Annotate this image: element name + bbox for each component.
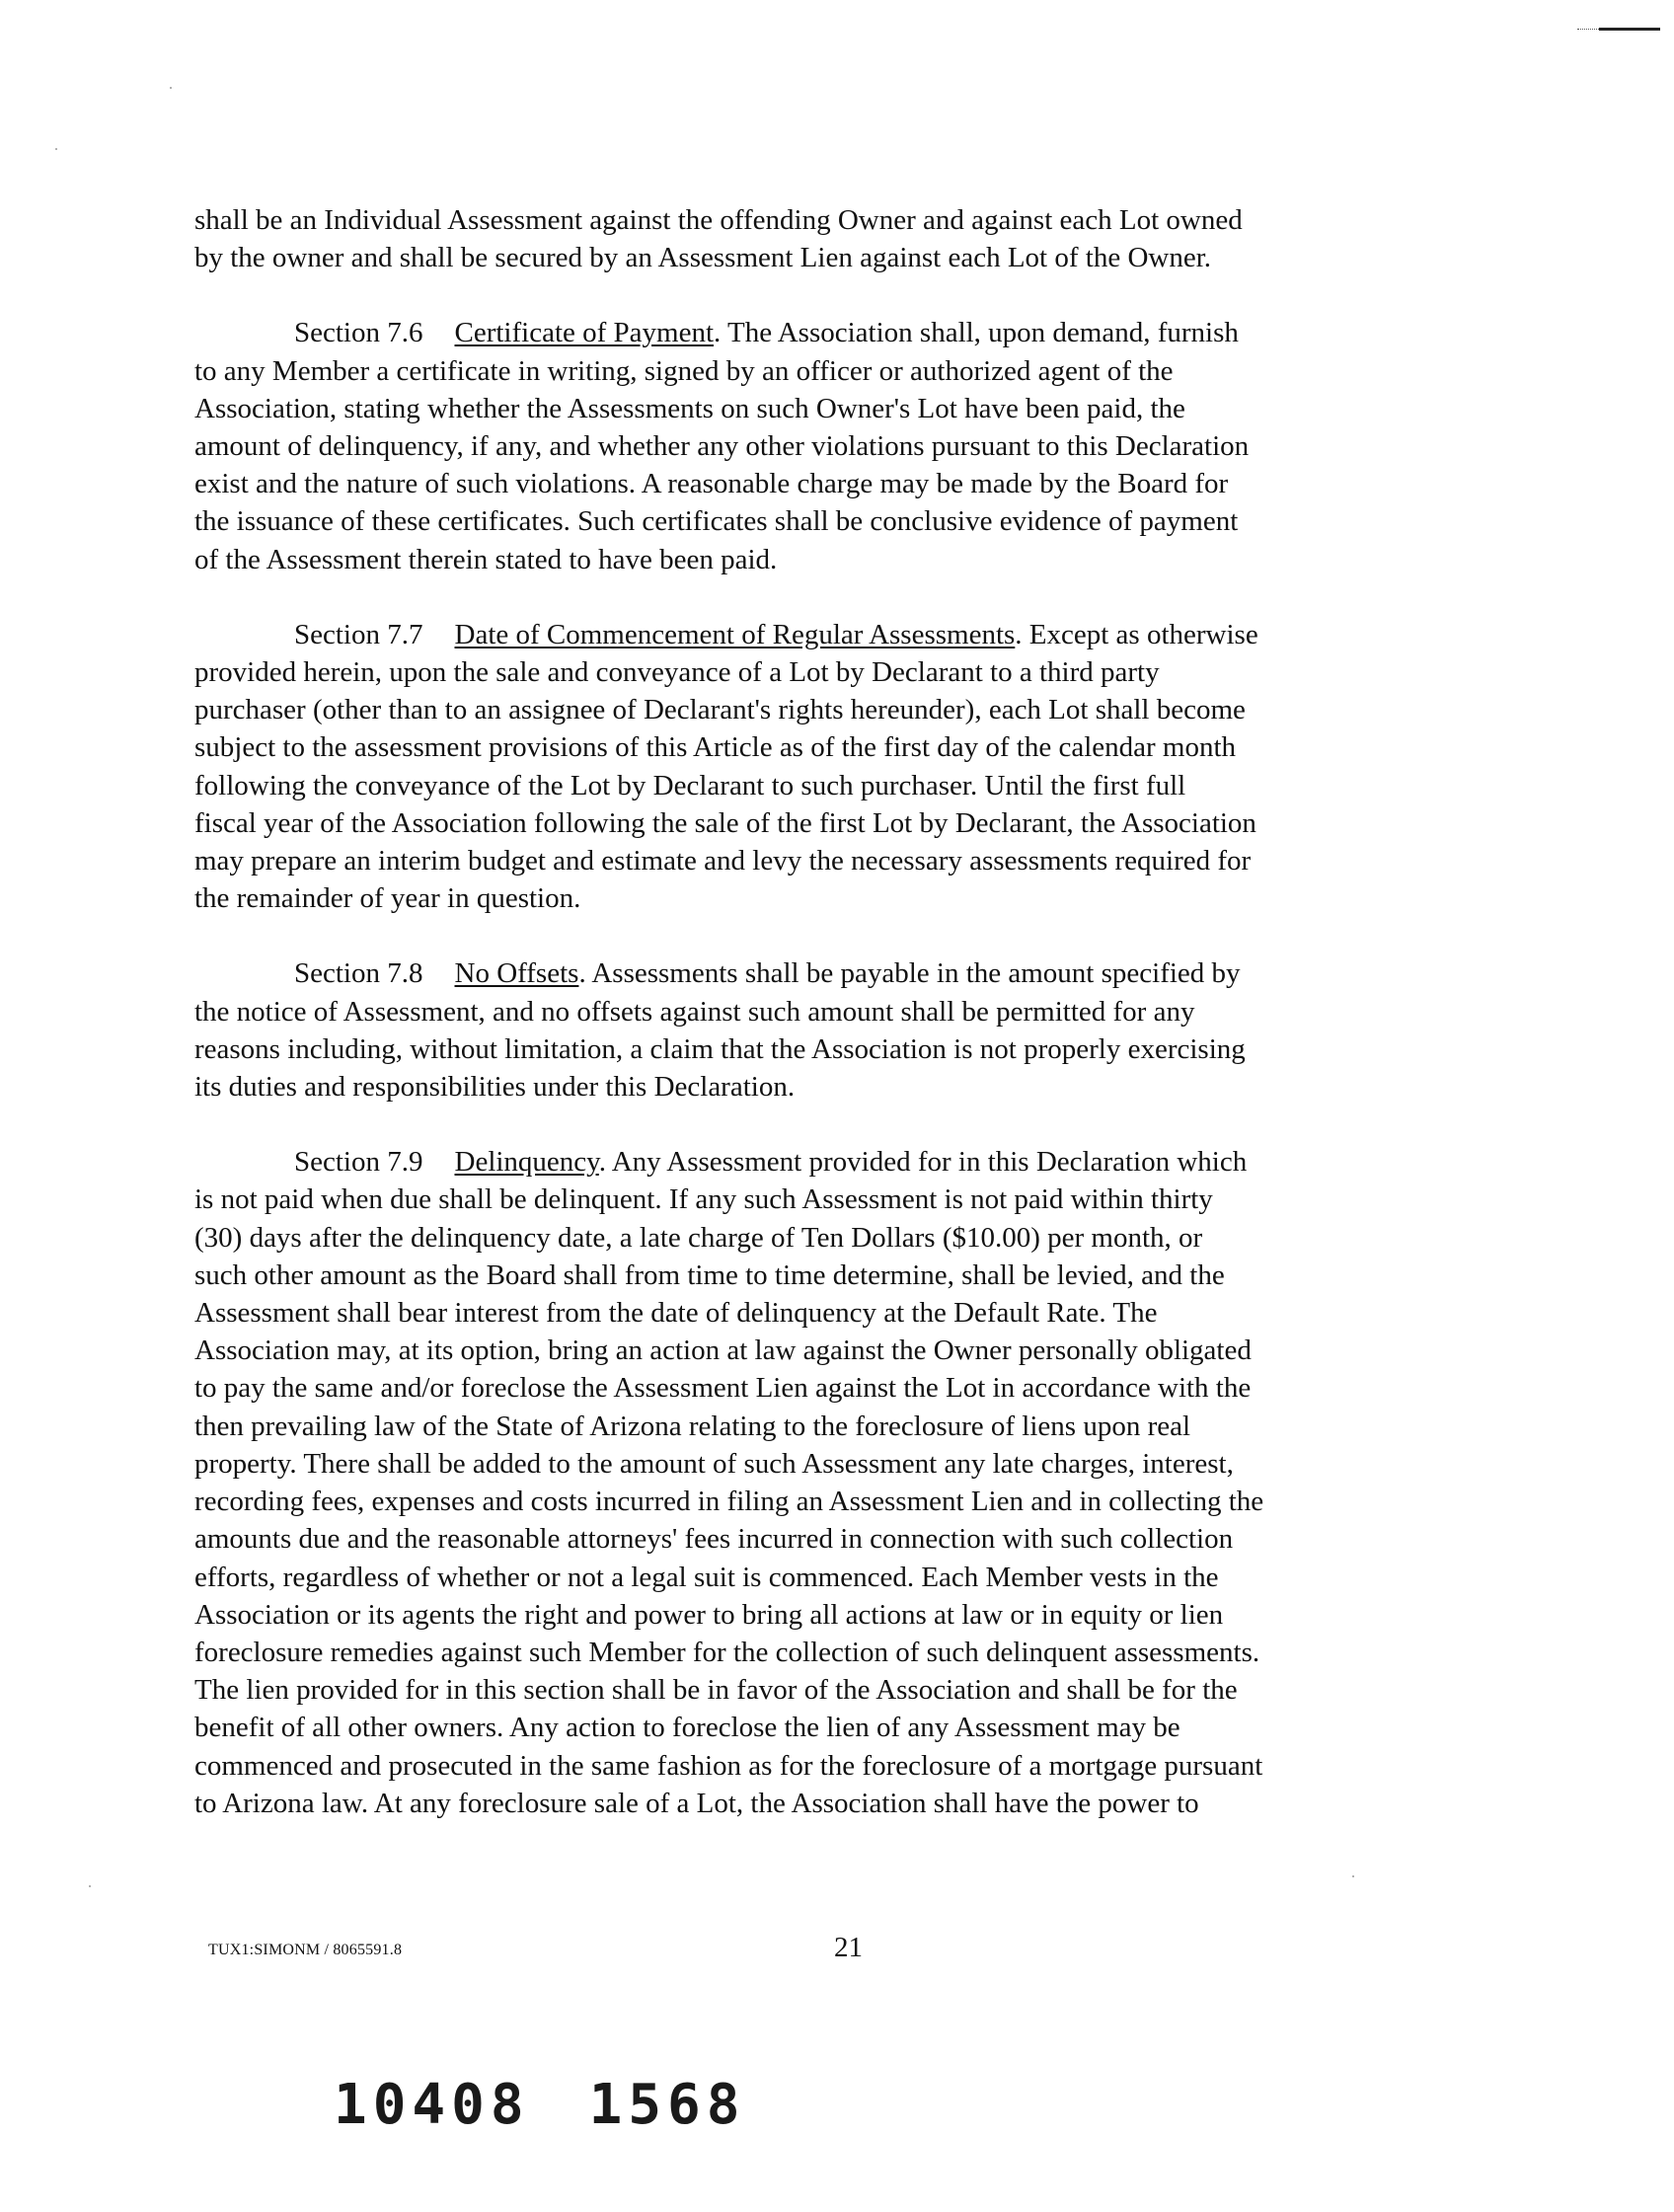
text-line: its duties and responsibilities under this Declaration.	[194, 1071, 796, 1104]
paragraph-continuation	[194, 201, 1487, 276]
recording-book: 10408	[334, 2073, 530, 2137]
text-line: the issuance of these certificates. Such certificates shall be conclusive evidence of payment	[194, 505, 1239, 538]
text-line: shall be an Individual Assessment against the offending Owner and against each Lot owned	[194, 204, 1243, 236]
section-7-7	[194, 616, 1487, 918]
section-first-line-text: . Any Assessment provided for in this Declaration which	[598, 1146, 1248, 1179]
section-heading: No Offsets	[454, 957, 579, 990]
text-line: is not paid when due shall be delinquent. If any such Assessment is not paid within thirty	[194, 1183, 1213, 1216]
text-line: fiscal year of the Association following the sale of the first Lot by Declarant, the Association	[194, 806, 1256, 839]
section-heading: Delinquency	[454, 1146, 599, 1179]
text-line: such other amount as the Board shall from time to time determine, shall be levied, and the	[194, 1259, 1225, 1291]
text-line: following the conveyance of the Lot by Declarant to such purchaser. Until the first full	[194, 769, 1186, 801]
text-line: The lien provided for in this section shall be in favor of the Association and shall be for the	[194, 1674, 1238, 1707]
document-body	[194, 201, 1487, 1860]
text-line: (30) days after the delinquency date, a late charge of Ten Dollars ($10.00) per month, or	[194, 1221, 1203, 1254]
section-first-line	[194, 314, 1487, 351]
scan-speck	[170, 87, 172, 89]
section-number: Section 7.6	[294, 317, 423, 349]
text-line: Association or its agents the right and power to bring all actions at law or in equity or lien	[194, 1598, 1224, 1631]
section-7-8	[194, 954, 1487, 1106]
scan-speck	[55, 148, 57, 150]
text-line: to any Member a certificate in writing, signed by an officer or authorized agent of the	[194, 354, 1174, 387]
section-first-line-text: . The Association shall, upon demand, furnish	[714, 317, 1239, 349]
scan-speck	[1352, 1875, 1354, 1877]
text-line: commenced and prosecuted in the same fashion as for the foreclosure of a mortgage pursuant	[194, 1749, 1263, 1782]
text-line: may prepare an interim budget and estimate and levy the necessary assessments required for	[194, 845, 1252, 877]
section-number: Section 7.7	[294, 618, 423, 650]
recording-stamp	[334, 2073, 745, 2137]
scan-edge-rule	[1599, 28, 1660, 31]
section-7-9	[194, 1143, 1487, 1822]
text-line: purchaser (other than to an assignee of Declarant's rights hereunder), each Lot shall become	[194, 694, 1246, 726]
section-first-line-text: . Except as otherwise	[1015, 618, 1258, 650]
section-heading: Certificate of Payment	[454, 317, 715, 349]
text-line: subject to the assessment provisions of this Article as of the first day of the calendar month	[194, 731, 1237, 764]
footer-document-id: TUX1:SIMONM / 8065591.8	[208, 1942, 403, 1958]
section-first-line	[194, 616, 1487, 653]
text-line: exist and the nature of such violations. A reasonable charge may be made by the Board for	[194, 468, 1229, 500]
text-line: the notice of Assessment, and no offsets against such amount shall be permitted for any	[194, 995, 1195, 1028]
scan-speck	[89, 1885, 91, 1887]
section-heading: Date of Commencement of Regular Assessments	[454, 618, 1016, 650]
text-line: benefit of all other owners. Any action to foreclose the lien of any Assessment may be	[194, 1712, 1180, 1744]
text-line: by the owner and shall be secured by an Assessment Lien against each Lot of the Owner.	[194, 242, 1212, 274]
text-line: property. There shall be added to the amount of such Assessment any late charges, interest,	[194, 1447, 1234, 1480]
text-line: Assessment shall bear interest from the date of delinquency at the Default Rate. The	[194, 1297, 1158, 1330]
recording-page: 1568	[588, 2073, 746, 2137]
section-first-line-text: . Assessments shall be payable in the amount specified by	[578, 957, 1241, 990]
text-line: of the Assessment therein stated to have been paid.	[194, 543, 778, 575]
text-line: provided herein, upon the sale and conveyance of a Lot by Declarant to a third party	[194, 656, 1160, 689]
section-first-line	[194, 954, 1487, 992]
text-line: reasons including, without limitation, a claim that the Association is not properly exercising	[194, 1032, 1246, 1065]
text-line: amount of delinquency, if any, and whether any other violations pursuant to this Declaration	[194, 430, 1250, 463]
text-line: Association, stating whether the Assessments on such Owner's Lot have been paid, the	[194, 392, 1185, 424]
text-line: the remainder of year in question.	[194, 882, 581, 915]
text-line: recording fees, expenses and costs incurred in filing an Assessment Lien and in collecting the	[194, 1486, 1264, 1518]
section-number: Section 7.9	[294, 1146, 423, 1179]
text-line: efforts, regardless of whether or not a legal suit is commenced. Each Member vests in the	[194, 1561, 1219, 1593]
page-number: 21	[834, 1932, 863, 1963]
text-line: to Arizona law. At any foreclosure sale of a Lot, the Association shall have the power to	[194, 1787, 1199, 1819]
text-line: Association may, at its option, bring an action at law against the Owner personally obligated	[194, 1335, 1252, 1367]
section-first-line	[194, 1143, 1487, 1181]
text-line: then prevailing law of the State of Arizona relating to the foreclosure of liens upon real	[194, 1410, 1191, 1442]
text-line: foreclosure remedies against such Member for the collection of such delinquent assessments.	[194, 1636, 1260, 1668]
text-line: to pay the same and/or foreclose the Assessment Lien against the Lot in accordance with the	[194, 1372, 1252, 1405]
section-number: Section 7.8	[294, 957, 423, 990]
scan-edge-mark	[1577, 29, 1599, 31]
section-7-6	[194, 314, 1487, 577]
text-line: amounts due and the reasonable attorneys' fees incurred in connection with such collection	[194, 1523, 1234, 1556]
